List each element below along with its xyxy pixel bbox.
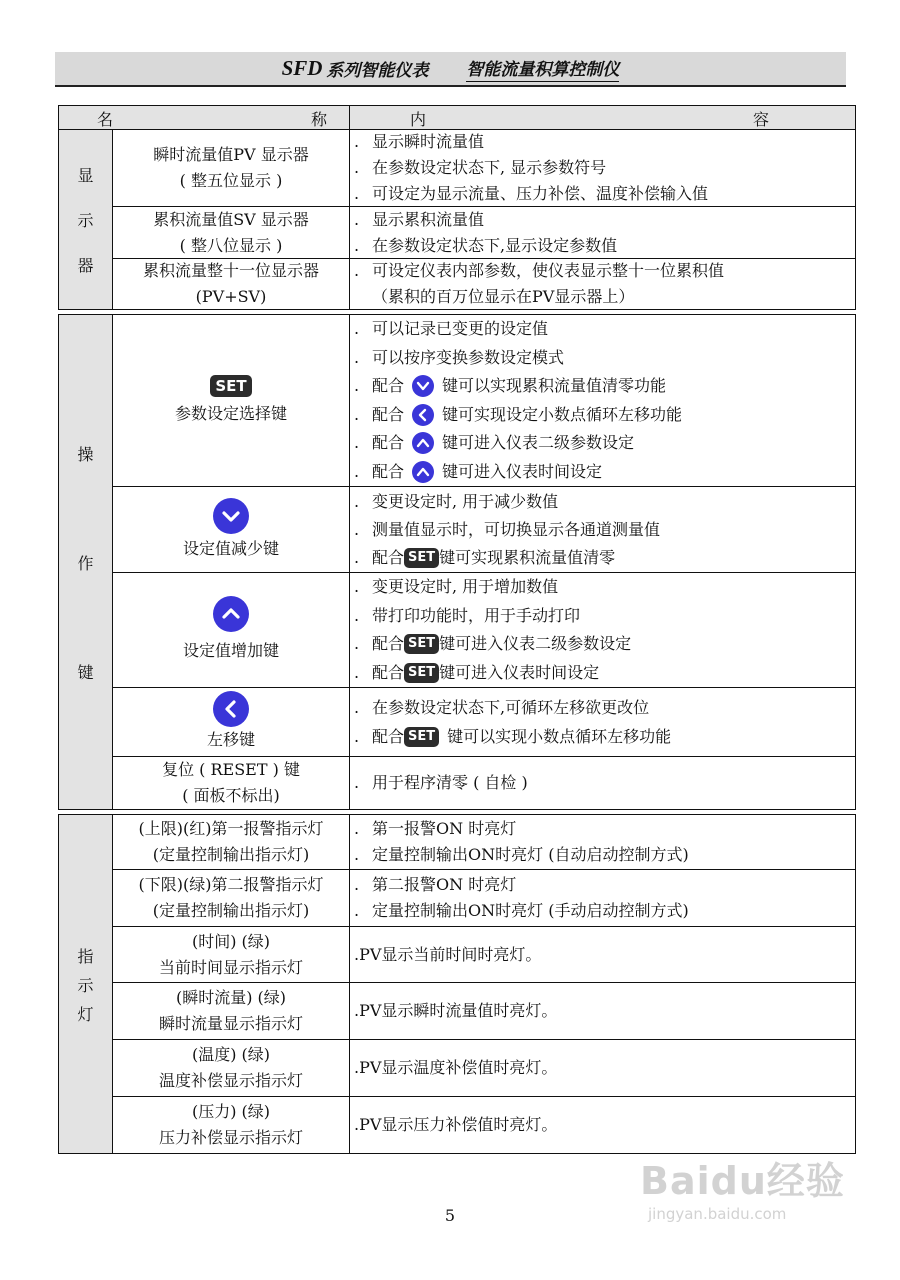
row-sv-content-line: 显示累积流量值 — [372, 209, 485, 229]
row-pv-name-line: 瞬时流量值PV 显示器 — [153, 145, 309, 164]
row-ten-content-line: （累积的百万位显示在PV显示器上） — [372, 287, 635, 306]
chevron-up-icon — [213, 596, 249, 632]
row-setkey-name-label: 参数设定选择键 — [174, 403, 287, 423]
row-setkey-pre: 配合 — [372, 461, 405, 481]
row-temp-content — [349, 1039, 856, 1097]
row-ten-name — [112, 258, 350, 310]
row-pv-content-line: 可设定为显示流量、压力补偿、温度补偿输入值 — [372, 184, 709, 203]
group-lamps-char: 示 — [77, 975, 94, 995]
row-time-name-line: 当前时间显示指示灯 — [158, 957, 303, 977]
row-setkey-c4: 键可实现设定小数点循环左移功能 — [442, 404, 683, 424]
row-temp-name-line: (温度) (绿) — [191, 1045, 271, 1064]
row-ten-content-line: 可设定仪表内部参数，使仪表显示整十一位累积值 — [372, 261, 725, 280]
row-reset-name — [112, 756, 350, 810]
row-down-pre: 配合 — [372, 547, 405, 567]
row-left-name-label: 左移键 — [206, 730, 255, 749]
set-key-icon: SET — [404, 663, 439, 683]
row-up-c2: 带打印功能时，用于手动打印 — [372, 605, 581, 625]
page-header — [55, 52, 846, 87]
chevron-down-icon — [412, 375, 434, 397]
chevron-left-icon — [412, 404, 434, 426]
row-press-content-line: .PV显示压力补偿值时亮灯。 — [354, 1115, 558, 1134]
chevron-left-icon — [213, 691, 249, 727]
row-up-name-label: 设定值增加键 — [182, 641, 279, 660]
set-key-icon: SET — [404, 548, 439, 568]
row-up-pre: 配合 — [372, 662, 405, 682]
row-time-content — [349, 926, 856, 983]
row-pv-content-line: 在参数设定状态下, 显示参数符号 — [372, 158, 607, 177]
row-down-name-label: 设定值减少键 — [182, 538, 279, 558]
row-temp-name — [112, 1039, 350, 1097]
group-lamps-char: 指 — [77, 946, 94, 966]
watermark-url: jingyan.baidu.com — [648, 1205, 787, 1223]
row-time-content-line: .PV显示当前时间时亮灯。 — [354, 944, 542, 964]
row-al2-content-line: 第二报警ON 时亮灯 — [372, 875, 517, 894]
row-sv-content-line: 在参数设定状态下,显示设定参数值 — [372, 235, 618, 255]
row-temp-name-line: 温度补偿显示指示灯 — [158, 1071, 303, 1090]
row-reset-name-line: 复位 ( RESET ) 键 — [162, 760, 300, 779]
row-flow-content — [349, 982, 856, 1040]
row-setkey-c3: 键可以实现累积流量值清零功能 — [442, 376, 667, 395]
row-left-content: . 在参数设定状态下,可循环左移欲更改位 . 配合 SET 键可以实现小数点循环左移功能 — [349, 687, 856, 757]
row-press-name-line: 压力补偿显示指示灯 — [158, 1128, 303, 1147]
row-sv-name-line: ( 整八位显示 ) — [179, 235, 283, 255]
row-setkey-c5: 键可进入仪表二级参数设定 — [442, 433, 635, 452]
row-al2-content: . 第二报警ON 时亮灯 . 定量控制输出ON时亮灯 (手动启动控制方式) — [349, 869, 856, 927]
row-time-name — [112, 926, 350, 983]
row-up-c4: 键可进入仪表时间设定 — [439, 662, 600, 682]
row-al1-content: . 第一报警ON 时亮灯 . 定量控制输出ON时亮灯 (自动启动控制方式) — [349, 814, 856, 870]
set-key-icon: SET — [404, 727, 439, 747]
row-press-name-line: (压力) (绿) — [191, 1102, 271, 1121]
row-al2-name-line: (定量控制输出指示灯) — [152, 901, 310, 920]
row-al1-name — [112, 814, 350, 870]
row-setkey-name — [112, 314, 350, 487]
row-ten-content: . 可设定仪表内部参数，使仪表显示整十一位累积值 （累积的百万位显示在PV显示器上） — [349, 258, 856, 310]
col-header-content-2: 容 — [753, 110, 770, 129]
row-sv-name — [112, 206, 350, 259]
watermark-brand: Baidu经验 — [640, 1159, 845, 1203]
row-down-content: . 变更设定时, 用于减少数值 . 测量值显示时，可切换显示各通道测量值 . 配合 SET 键可实现累积流量值清零 — [349, 486, 856, 573]
row-setkey-pre: 配合 — [372, 404, 405, 424]
row-down-c2: 测量值显示时，可切换显示各通道测量值 — [372, 519, 661, 539]
header-product: 智能流量积算控制仪 — [466, 55, 619, 82]
chevron-up-icon — [412, 461, 434, 483]
row-time-name-line: (时间) (绿) — [191, 931, 271, 951]
row-sv-content: . 显示累积流量值 . 在参数设定状态下,显示设定参数值 — [349, 206, 856, 259]
row-down-c3: 键可实现累积流量值清零 — [439, 547, 616, 567]
chevron-down-icon — [213, 498, 249, 534]
row-flow-name — [112, 982, 350, 1040]
row-reset-content: . 用于程序清零 ( 自检 ) — [349, 756, 856, 810]
row-pv-name — [112, 129, 350, 207]
row-up-pre: 配合 — [372, 634, 405, 653]
row-flow-content-line: .PV显示瞬时流量值时亮灯。 — [354, 1001, 558, 1020]
row-al1-content-line: 定量控制输出ON时亮灯 (自动启动控制方式) — [372, 845, 689, 864]
group-display — [58, 129, 113, 310]
col-header-name — [58, 105, 350, 130]
group-lamps-char: 灯 — [77, 1004, 94, 1024]
header-brand: SFD — [281, 56, 323, 80]
row-setkey-c1: 可以记录已变更的设定值 — [372, 319, 549, 338]
row-al2-name-line: (下限)(绿)第二报警指示灯 — [138, 875, 324, 894]
row-press-content — [349, 1096, 856, 1154]
row-up-name — [112, 572, 350, 688]
set-key-icon: SET — [404, 634, 439, 654]
col-header-name-1: 名 — [97, 110, 114, 129]
group-keys-char: 作 — [77, 553, 94, 573]
col-header-name-2: 称 — [311, 110, 328, 129]
row-al1-content-line: 第一报警ON 时亮灯 — [372, 819, 517, 838]
header-series: 系列智能仪表 — [326, 61, 429, 81]
row-setkey-pre: 配合 — [372, 376, 405, 395]
row-setkey-c6: 键可进入仪表时间设定 — [442, 461, 603, 481]
row-flow-name-line: 瞬时流量显示指示灯 — [158, 1014, 303, 1033]
row-left-c2: 键可以实现小数点循环左移功能 — [447, 727, 672, 746]
page-number: 5 — [444, 1206, 456, 1225]
row-down-c1: 变更设定时, 用于减少数值 — [372, 491, 559, 511]
row-down-name — [112, 486, 350, 573]
row-up-c1: 变更设定时, 用于增加数值 — [372, 577, 559, 596]
group-keys — [58, 314, 113, 810]
group-lamps — [58, 814, 113, 1154]
row-flow-name-line: (瞬时流量) (绿) — [175, 988, 287, 1007]
set-key-icon: SET — [210, 375, 251, 397]
row-setkey-pre: 配合 — [372, 433, 405, 452]
row-ten-name-line: 累积流量整十一位显示器 — [142, 261, 319, 280]
row-left-pre: 配合 — [372, 727, 405, 746]
row-press-name — [112, 1096, 350, 1154]
col-header-content — [349, 105, 856, 130]
row-pv-name-line: ( 整五位显示 ) — [179, 171, 283, 190]
group-keys-char: 操 — [77, 444, 94, 464]
row-left-name — [112, 687, 350, 757]
row-temp-content-line: .PV显示温度补偿值时亮灯。 — [354, 1058, 558, 1077]
row-up-c3: 键可进入仪表二级参数设定 — [439, 634, 632, 653]
row-sv-name-line: 累积流量值SV 显示器 — [153, 209, 309, 229]
group-display-char: 示 — [77, 211, 94, 230]
row-reset-name-line: ( 面板不标出) — [182, 786, 280, 805]
row-setkey-content: . 可以记录已变更的设定值 . 可以按序变换参数设定模式 . 配合 键可以实现累积流量值清零功能 . 配合 键可实现设定小数点循环左移功能 . 配合 键可进入仪表二级参数设定 . 配合 键可进入仪表时间设定 — [349, 314, 856, 487]
row-setkey-c2: 可以按序变换参数设定模式 — [372, 347, 565, 367]
group-display-char: 显 — [77, 166, 94, 185]
row-al1-name-line: (定量控制输出指示灯) — [152, 845, 310, 864]
row-up-content: . 变更设定时, 用于增加数值 . 带打印功能时，用于手动打印 . 配合 SET 键可进入仪表二级参数设定 . 配合 SET 键可进入仪表时间设定 — [349, 572, 856, 688]
row-left-c1: 在参数设定状态下,可循环左移欲更改位 — [372, 698, 650, 717]
row-reset-content-line: 用于程序清零 ( 自检 ) — [372, 773, 528, 792]
row-al1-name-line: (上限)(红)第一报警指示灯 — [138, 819, 324, 838]
chevron-up-icon — [412, 432, 434, 454]
row-al2-name — [112, 869, 350, 927]
group-display-char: 器 — [77, 256, 94, 275]
group-keys-char: 键 — [77, 662, 94, 682]
row-pv-content: . 显示瞬时流量值 . 在参数设定状态下, 显示参数符号 . 可设定为显示流量、压力补偿、温度补偿输入值 — [349, 129, 856, 207]
row-pv-content-line: 显示瞬时流量值 — [372, 132, 485, 151]
row-ten-name-line: (PV+SV) — [195, 287, 267, 306]
col-header-content-1: 内 — [410, 110, 427, 129]
row-al2-content-line: 定量控制输出ON时亮灯 (手动启动控制方式) — [372, 901, 689, 920]
